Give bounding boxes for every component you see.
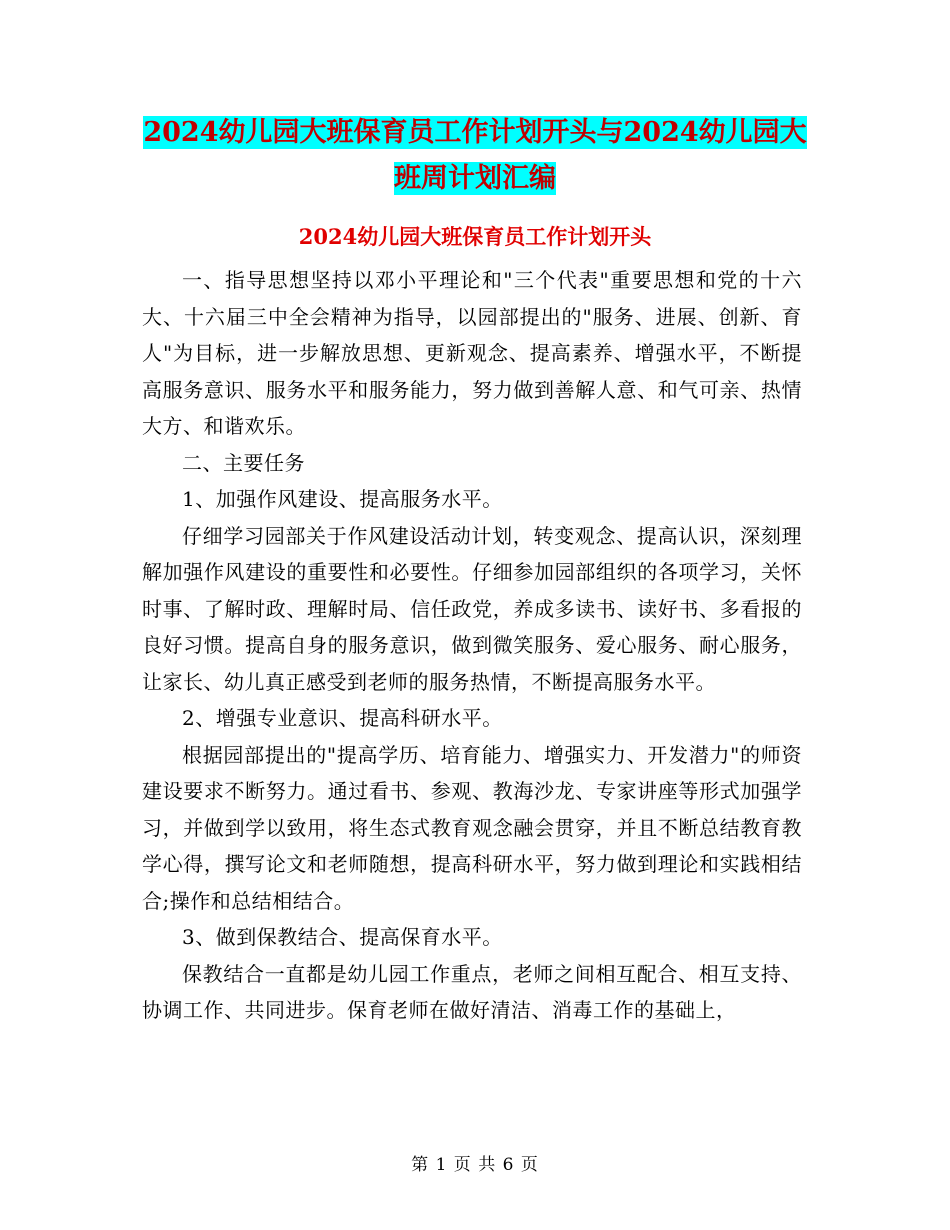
paragraph: 2、增强专业意识、提高科研水平。 (182, 706, 503, 730)
paragraph: 一、指导思想坚持以邓小平理论和"三个代表"重要思想和党的十六大、十六届三中全会精神为指导，以园部提出的"服务、进展、创新、育人"为目标，进一步解放思想、更新观念、提高素养、增强水平，不断提高服务意识、服务水平和服务能力，努力做到善解人意、和气可亲、热情大方、和谐欢乐。 (142, 268, 802, 438)
document-body (142, 262, 802, 1029)
paragraph: 1、加强作风建设、提高服务水平。 (182, 487, 503, 511)
paragraph: 3、做到保教结合、提高保育水平。 (182, 925, 503, 949)
page-footer: 第 1 页 共 6 页 (411, 1155, 539, 1175)
document-title-text: 2024幼儿园大班保育员工作计划开头与2024幼儿园大班周计划汇编 (143, 117, 807, 194)
paragraph: 根据园部提出的"提高学历、培育能力、增强实力、开发潜力"的师资建设要求不断努力。通过看书、参观、教海沙龙、专家讲座等形式加强学习，并做到学以致用，将生态式教育观念融会贯穿，并且不断总结教育教学心得，撰写论文和老师随想，提高科研水平，努力做到理论和实践相结合;操作和总结相结合。 (142, 742, 802, 913)
section-title: 2024幼儿园大班保育员工作计划开头 (298, 224, 652, 249)
paragraph: 二、主要任务 (182, 450, 305, 475)
paragraph: 保教结合一直都是幼儿园工作重点，老师之间相互配合、相互支持、协调工作、共同进步。保育老师在做好清洁、消毒工作的基础上， (142, 961, 802, 1022)
document-title (140, 110, 810, 202)
paragraph: 仔细学习园部关于作风建设活动计划，转变观念、提高认识，深刻理解加强作风建设的重要性和必要性。仔细参加园部组织的各项学习，关怀时事、了解时政、理解时局、信任政党，养成多读书、读好书、多看报的良好习惯。提高自身的服务意识，做到微笑服务、爱心服务、耐心服务，让家长、幼儿真正感受到老师的服务热情，不断提高服务水平。 (142, 523, 802, 694)
